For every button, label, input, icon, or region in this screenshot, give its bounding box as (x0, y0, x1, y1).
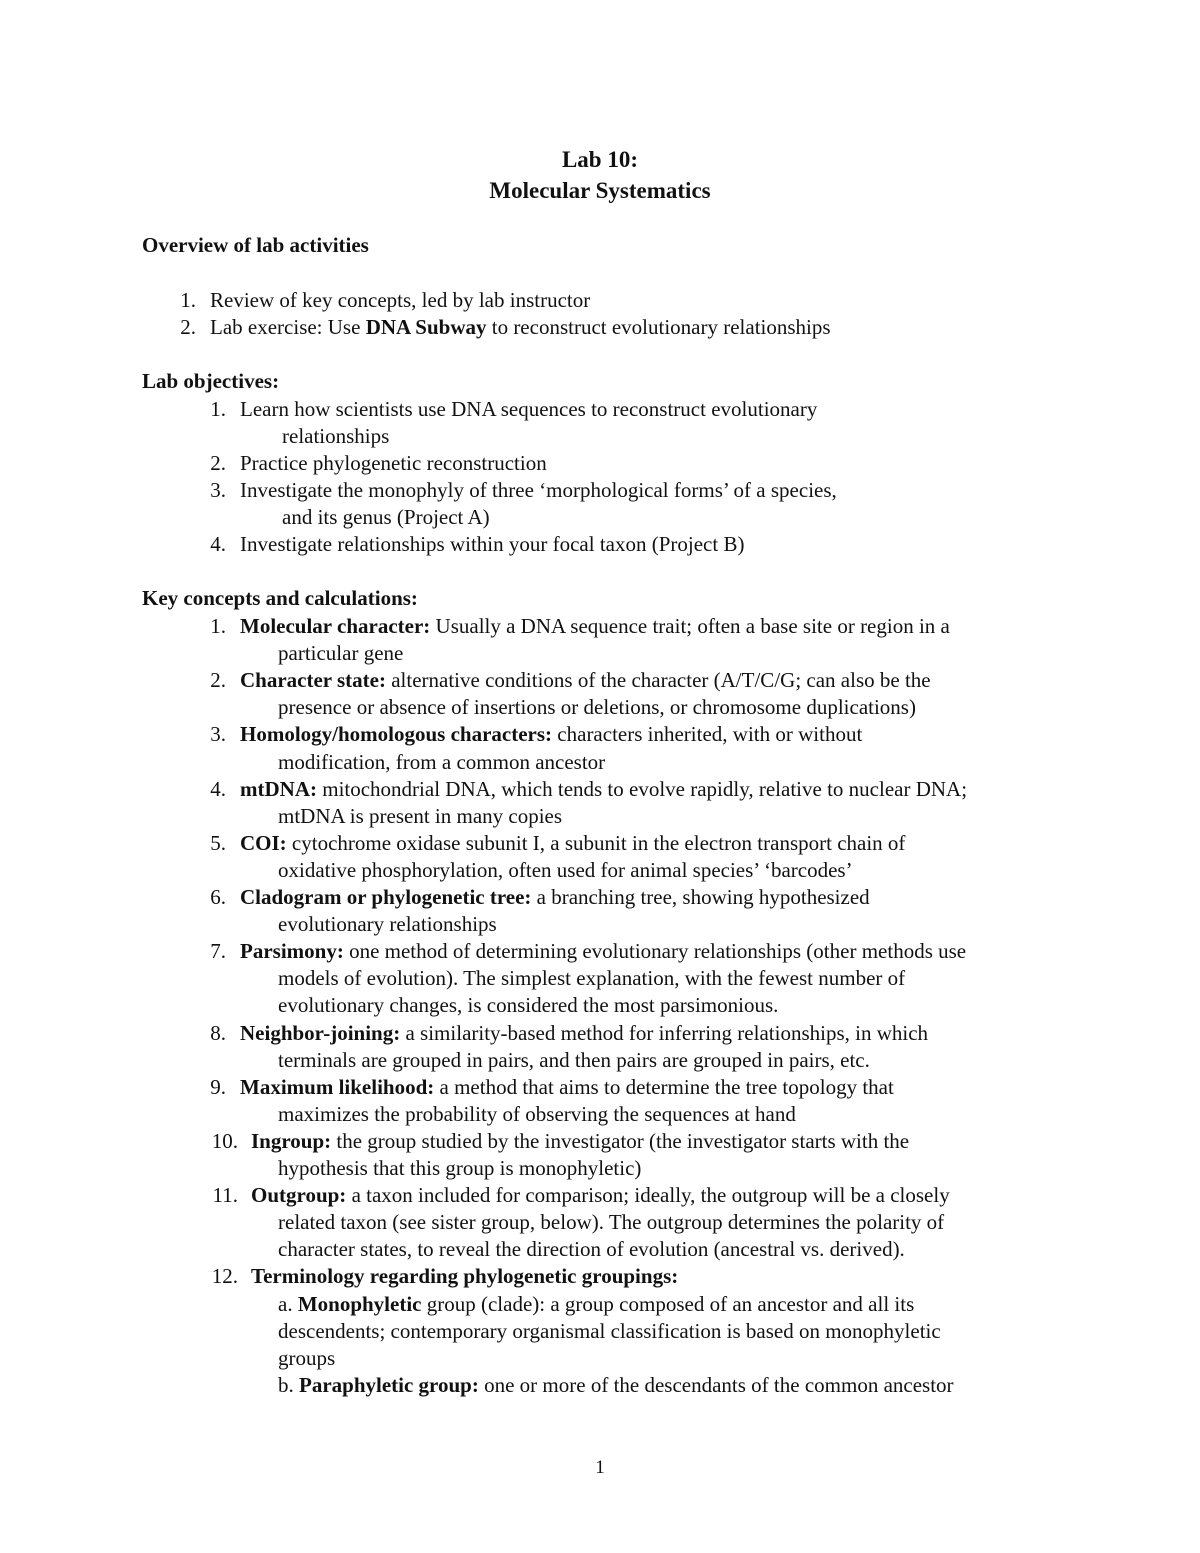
concept-item-text (240, 613, 950, 639)
dna-subway-term: DNA Subway (365, 315, 487, 339)
concept-subitem-text (278, 1291, 914, 1317)
concept-definition: the group studied by the investigator (the investigator starts with the (331, 1128, 910, 1153)
objective-item-number: 1. (210, 397, 226, 421)
concept-subitem-continuation: groups (278, 1345, 336, 1370)
concept-item-text (240, 721, 862, 747)
subitem-label: a. (278, 1291, 298, 1316)
objective-item-text: Investigate the monophyly of three ‘morphological forms’ of a species, (240, 478, 837, 502)
objective-item-continuation: relationships (282, 424, 390, 448)
page-title-line1: Lab 10: (561, 147, 639, 172)
concept-item-continuation: hypothesis that this group is monophyletic) (278, 1156, 642, 1180)
concept-subitem-continuation: descendents; contemporary organismal classification is based on monophyletic (278, 1318, 941, 1343)
concept-item-continuation: mtDNA is present in many copies (278, 803, 563, 828)
concept-item-continuation: terminals are grouped in pairs, and then pairs are grouped in pairs, etc. (278, 1047, 870, 1072)
concept-item-number: 2. (210, 668, 226, 693)
concept-item-number: 5. (210, 830, 226, 855)
concept-term: Neighbor-joining: (240, 1020, 401, 1045)
concept-subitem-text (278, 1372, 954, 1398)
subitem-term: Paraphyletic group: (299, 1372, 479, 1397)
objectives-heading: Lab objectives: (142, 369, 280, 393)
concept-item-number: 4. (210, 776, 226, 801)
concept-item-continuation: related taxon (see sister group, below). The outgroup determines the polarity of (278, 1210, 945, 1235)
concept-item-continuation: modification, from a common ancestor (278, 749, 606, 774)
concept-item-text (240, 938, 966, 964)
concept-item-text (240, 1074, 894, 1100)
concept-definition: mitochondrial DNA, which tends to evolve rapidly, relative to nuclear DNA; (316, 776, 968, 801)
concept-term: Homology/homologous characters: (240, 722, 553, 747)
concept-item-text (240, 1020, 928, 1046)
objective-item-number: 3. (210, 478, 226, 502)
concept-term: Maximum likelihood: (240, 1074, 435, 1099)
concept-item-text (251, 1128, 909, 1154)
subitem-definition: one or more of the descendants of the common ancestor (478, 1372, 954, 1397)
concept-item-text (240, 667, 931, 693)
objective-item-continuation: and its genus (Project A) (282, 505, 490, 529)
overview-item-2-post: to reconstruct evolutionary relationships (486, 315, 831, 339)
concept-item-continuation: maximizes the probability of observing the sequences at hand (278, 1101, 796, 1126)
concept-item-number: 12. (211, 1264, 238, 1289)
concept-term: Terminology regarding phylogenetic groupings: (251, 1264, 679, 1289)
concept-item-number: 3. (210, 722, 226, 747)
concept-item-number: 7. (210, 939, 226, 964)
concept-term: Parsimony: (240, 939, 344, 964)
page-title-line2: Molecular Systematics (489, 178, 711, 203)
subitem-label: b. (278, 1372, 299, 1397)
concept-definition: one method of determining evolutionary relationships (other methods use (343, 939, 967, 964)
subitem-term: Monophyletic (297, 1291, 422, 1316)
concept-definition: Usually a DNA sequence trait; often a base site or region in a (430, 614, 950, 638)
objective-item-number: 2. (210, 451, 226, 475)
concept-item-number: 9. (210, 1074, 226, 1099)
concept-item-continuation: models of evolution). The simplest explanation, with the fewest number of (278, 966, 906, 991)
concept-term: Outgroup: (251, 1183, 347, 1208)
concept-definition: alternative conditions of the character (A/T/C/G; can also be the (385, 668, 931, 693)
concept-item-continuation: evolutionary changes, is considered the most parsimonious. (278, 993, 779, 1018)
overview-item-2-pre: Lab exercise: Use (210, 315, 366, 339)
objective-item-text: Practice phylogenetic reconstruction (240, 451, 547, 475)
concept-item-continuation: evolutionary relationships (278, 912, 497, 937)
objective-item-number: 4. (210, 532, 226, 556)
concept-term: Molecular character: (240, 614, 431, 638)
concept-term: Ingroup: (251, 1128, 332, 1153)
concept-item-text (251, 1263, 678, 1289)
concept-item-text (251, 1182, 950, 1208)
concept-item-text (240, 884, 870, 910)
concept-item-continuation: particular gene (278, 641, 404, 666)
concept-definition: a branching tree, showing hypothesized (531, 885, 870, 909)
concept-item-continuation: presence or absence of insertions or deletions, or chromosome duplications) (278, 695, 916, 720)
concept-term: Cladogram or phylogenetic tree: (240, 885, 532, 909)
page-number: 1 (595, 1457, 605, 1478)
concept-term: COI: (240, 830, 287, 855)
concept-definition: a method that aims to determine the tree topology that (434, 1074, 894, 1099)
overview-item-1-number: 1. (180, 288, 196, 312)
overview-item-2-number: 2. (180, 315, 196, 339)
concept-definition: a similarity-based method for inferring relationships, in which (400, 1020, 929, 1045)
concept-term: mtDNA: (240, 776, 317, 801)
overview-item-2-text (210, 314, 831, 340)
concept-item-number: 10. (211, 1128, 238, 1153)
overview-item-1-text: Review of key concepts, led by lab instructor (210, 288, 591, 312)
concept-item-number: 11. (212, 1183, 238, 1208)
subitem-definition: group (clade): a group composed of an ancestor and all its (421, 1291, 915, 1316)
concept-term: Character state: (240, 668, 386, 693)
concept-item-text (240, 776, 967, 802)
concept-item-continuation: oxidative phosphorylation, often used for animal species’ ‘barcodes’ (278, 857, 853, 882)
concept-definition: cytochrome oxidase subunit I, a subunit in the electron transport chain of (286, 830, 906, 855)
concept-item-number: 6. (210, 885, 226, 909)
objective-item-text: Investigate relationships within your focal taxon (Project B) (240, 532, 745, 556)
concept-item-text (240, 830, 905, 856)
objective-item-text: Learn how scientists use DNA sequences to reconstruct evolutionary (240, 397, 818, 421)
concept-item-continuation: character states, to reveal the direction of evolution (ancestral vs. derived). (278, 1237, 905, 1262)
concept-item-number: 1. (210, 614, 226, 638)
concept-definition: a taxon included for comparison; ideally, the outgroup will be a closely (346, 1183, 950, 1208)
concepts-heading: Key concepts and calculations: (142, 586, 418, 610)
concept-item-number: 8. (210, 1020, 226, 1045)
concept-definition: characters inherited, with or without (552, 722, 863, 747)
overview-heading: Overview of lab activities (142, 233, 369, 257)
